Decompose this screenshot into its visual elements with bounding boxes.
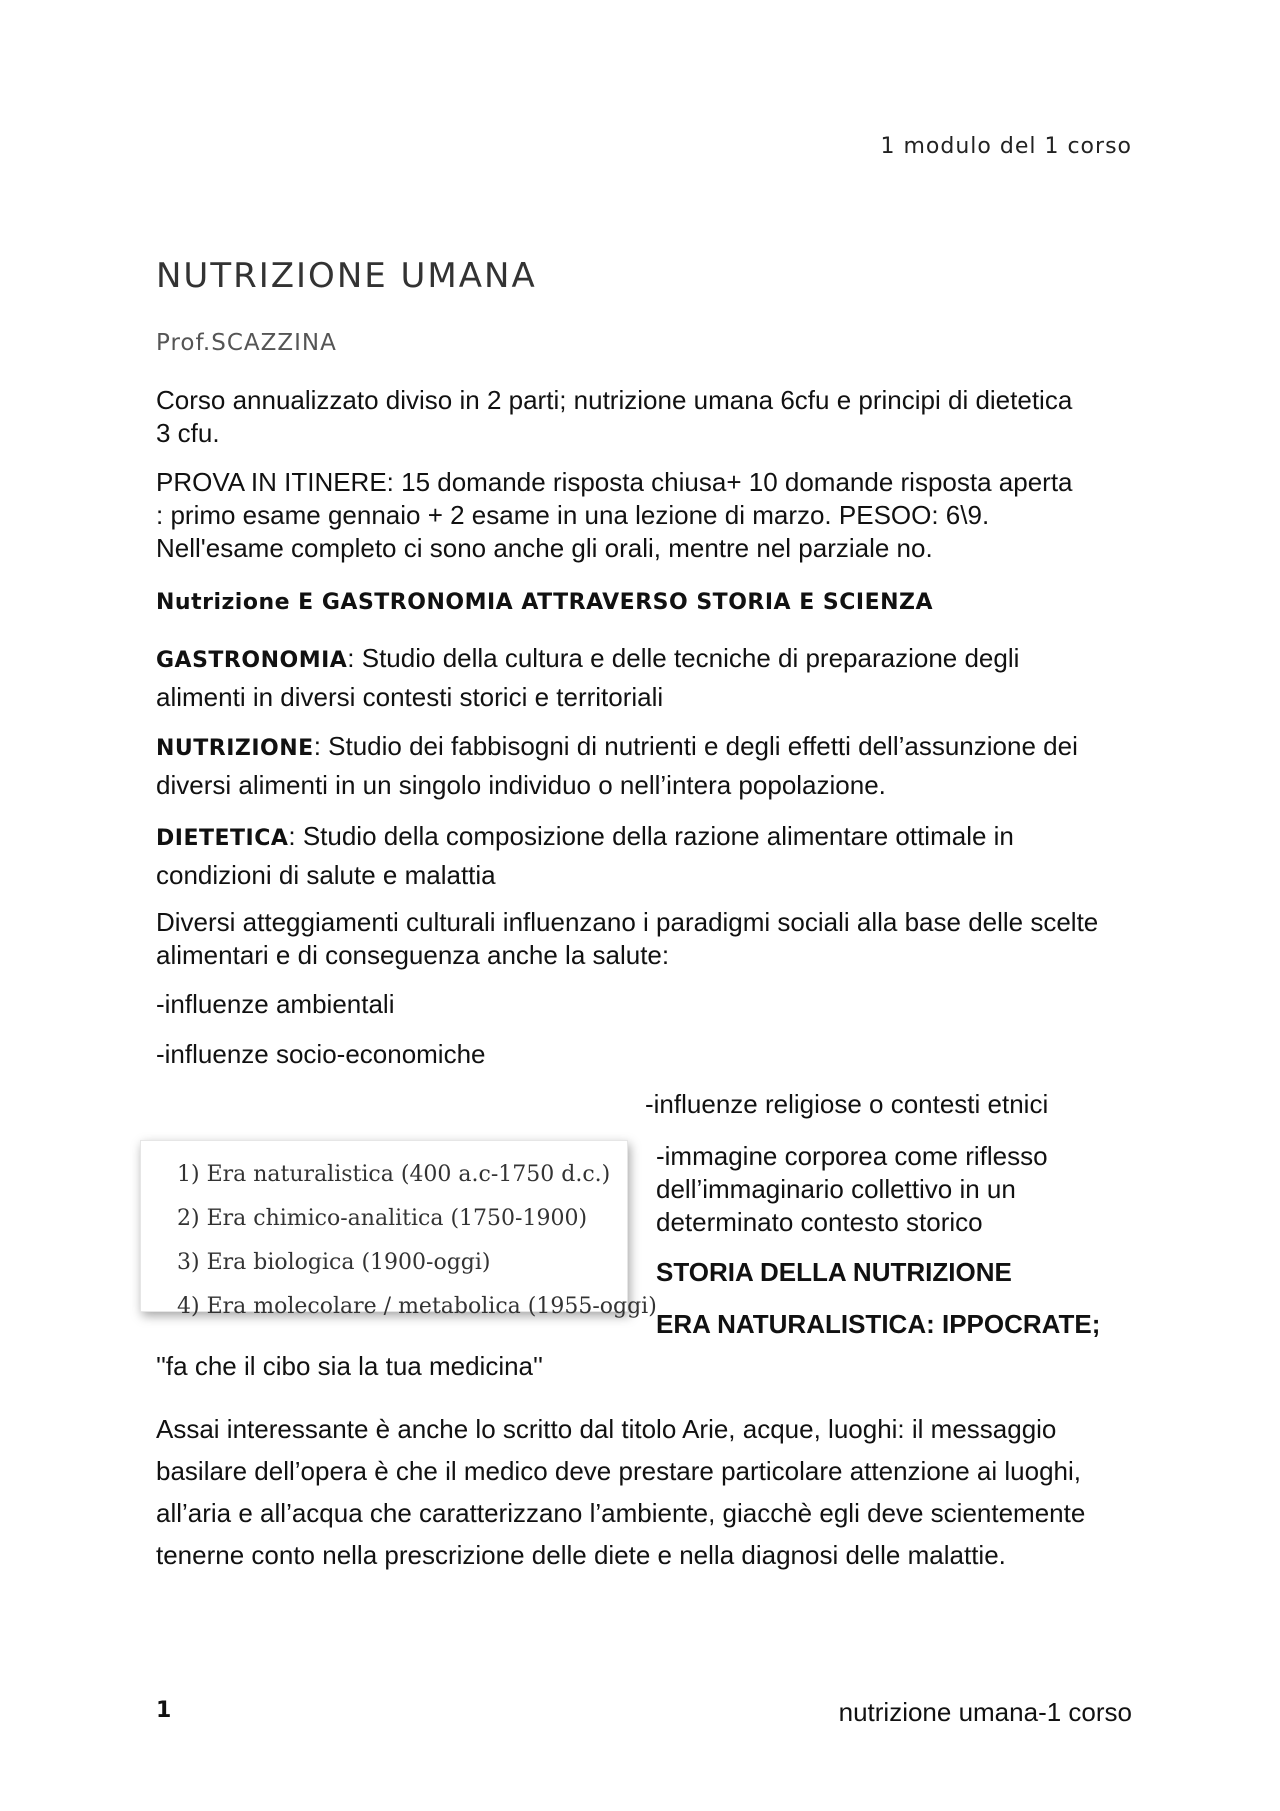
era-item: 4) Era molecolare / metabolica (1955-oggi): [177, 1294, 657, 1319]
page-header: 1 modulo del 1 corso: [880, 134, 1132, 159]
cultural-paragraph: Diversi atteggiamenti culturali influenzano i paradigmi sociali alla base delle scelte alimentari e di conseguenza anche la salute:: [156, 907, 1099, 970]
era-item: 2) Era chimico-analitica (1750-1900): [177, 1206, 588, 1231]
influence-item: -influenze socio-economiche: [156, 1039, 486, 1069]
page-title: NUTRIZIONE UMANA: [156, 256, 537, 296]
footer-course: nutrizione umana-1 corso: [838, 1697, 1132, 1727]
eras-image: [140, 1140, 657, 1319]
course-paragraph: Corso annualizzato diviso in 2 parti; nutrizione umana 6cfu e principi di dietetica 3 cfu.: [156, 385, 1073, 448]
exam-paragraph: PROVA IN ITINERE: 15 domande risposta chiusa+ 10 domande risposta aperta : primo esame gennaio + 2 esame in una lezione di marzo. PESOO: 6\9. Nell'esame completo ci sono anche gli orali, mentre nel parziale no.: [156, 467, 1073, 563]
influence-item: -immagine corporea come riflesso dell’immaginario collettivo in un determinato contesto storico: [656, 1141, 1048, 1237]
era-heading: ERA NATURALISTICA: IPPOCRATE;: [656, 1309, 1101, 1339]
influence-item: -influenze religiose o contesti etnici: [645, 1089, 1049, 1119]
closing-paragraph: Assai interessante è anche lo scritto dal titolo Arie, acque, luoghi: il messaggio basilare dell’opera è che il medico deve prestare particolare attenzione ai luoghi, all’aria e all’acqua che caratterizzano l’ambiente, giacchè egli deve scientemente tenerne conto nella prescrizione delle diete e nella diagnosi delle malattie.: [156, 1414, 1086, 1570]
quote: ''fa che il cibo sia la tua medicina'': [156, 1351, 543, 1381]
history-heading: STORIA DELLA NUTRIZIONE: [656, 1257, 1012, 1287]
era-item: 3) Era biologica (1900-oggi): [177, 1250, 491, 1275]
definition-term: NUTRIZIONE: [156, 736, 314, 761]
definition-term: GASTRONOMIA: [156, 648, 348, 673]
section-heading: Nutrizione E GASTRONOMIA ATTRAVERSO STORIA E SCIENZA: [156, 590, 933, 615]
definition-text: : Studio della composizione della razione alimentare ottimale in condizioni di salute e malattia: [156, 821, 1014, 890]
definition-nutrizione: [156, 728, 1136, 803]
definition-text: : Studio della cultura e delle tecniche di preparazione degli alimenti in diversi contesti storici e territoriali: [156, 643, 1020, 712]
professor-name: Prof.SCAZZINA: [156, 330, 337, 356]
definition-dietetica: [156, 818, 1116, 893]
page-number: 1: [156, 1698, 173, 1723]
definition-text: : Studio dei fabbisogni di nutrienti e degli effetti dell’assunzione dei diversi alimenti in un singolo individuo o nell’intera popolazione.: [156, 731, 1078, 800]
definition-gastronomia: [156, 640, 1116, 715]
era-item: 1) Era naturalistica (400 a.c-1750 d.c.): [177, 1162, 611, 1187]
eras-list: [177, 1153, 657, 1329]
influence-item: -influenze ambientali: [156, 989, 395, 1019]
definition-term: DIETETICA: [156, 826, 289, 851]
